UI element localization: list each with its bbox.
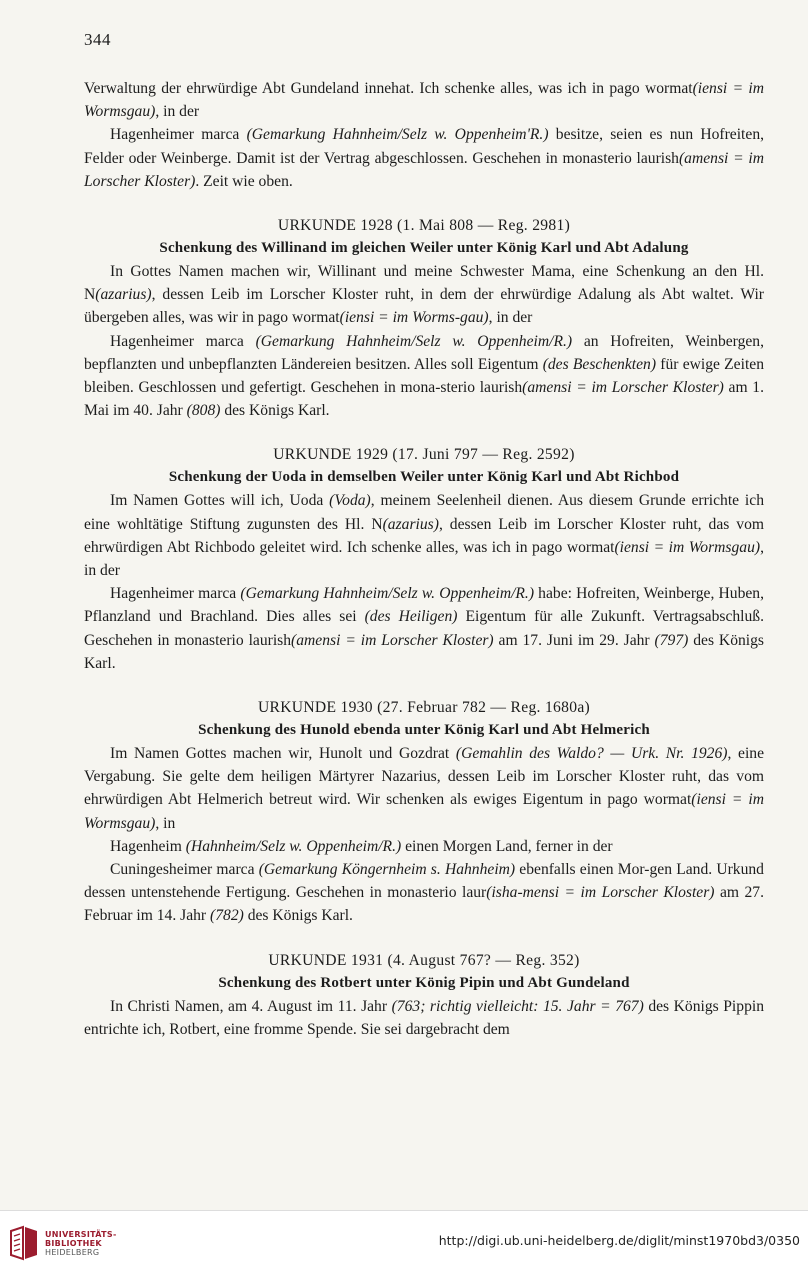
text-run: Hagenheimer marca (110, 585, 241, 603)
document-heading: URKUNDE 1930 (27. Februar 782 — Reg. 1680a) (257, 699, 591, 717)
text-run: Eigentum für alle Zukunft. Vertragsabschluß. Geschehen in monasterio laurish (84, 608, 764, 649)
document-body (84, 77, 764, 1041)
text-run: , in der (84, 538, 764, 580)
text-run: des Königs Karl. (243, 907, 353, 925)
text-run: einen Morgen Land, ferner in der (401, 837, 613, 855)
paragraph (84, 260, 764, 330)
text-run: Hagenheimer marca (110, 126, 247, 144)
text-run: Im Namen Gottes will ich, Uoda (110, 492, 330, 510)
paragraph (84, 858, 764, 928)
paragraph (84, 77, 764, 123)
text-run: des Königs Pippin entrichte ich, Rotbert, eine fromme Spende. Sie sei dargebracht dem (84, 997, 764, 1038)
document-subheading: Schenkung des Hunold ebenda unter König Karl und Abt Helmerich (198, 722, 650, 739)
italic-annotation: (Voda) (329, 492, 371, 510)
text-run: für ewige Zeiten bleiben. Geschlossen und gefertigt. Geschehen in mona-sterio laurish (84, 355, 764, 397)
text-run: ebenfalls einen Mor-gen Land. Urkund dessen untenstehende Fertigung. Geschehen in monasterio laur (84, 861, 764, 902)
italic-annotation: (808) (186, 402, 221, 420)
italic-annotation: (iensi = im Wormsgau) (84, 80, 764, 121)
text-run: des Königs Karl. (220, 402, 330, 420)
document-subheading: Schenkung der Uoda in demselben Weiler unter König Karl und Abt Richbod (168, 469, 680, 486)
text-run: am 1. Mai im 40. Jahr (84, 379, 764, 420)
italic-annotation: (des Beschenkten) (542, 355, 657, 373)
paragraph (84, 123, 764, 193)
library-logo[interactable] (9, 1225, 115, 1261)
text-run: am 17. Juni im 29. Jahr (493, 631, 655, 649)
logo-line-3: HEIDELBERG (45, 1248, 100, 1257)
paragraph (84, 489, 764, 582)
page-number: 344 (84, 30, 111, 49)
source-url-link[interactable]: http://digi.ub.uni-heidelberg.de/diglit/minst1970bd3/0350 (438, 1233, 800, 1248)
text-run: . Zeit wie oben. (195, 172, 293, 190)
italic-annotation: (iensi = im Wormsgau) (614, 538, 761, 556)
italic-annotation: (azarius) (382, 515, 439, 533)
library-logo-text (45, 1230, 117, 1257)
italic-annotation: (Gemarkung Köngernheim s. Hahnheim) (258, 861, 516, 879)
logo-line-2: BIBLIOTHEK (45, 1239, 102, 1248)
italic-annotation: (iensi = im Wormsgau) (84, 791, 765, 832)
italic-annotation: (Gemarkung Hahnheim/Selz w. Oppenheim/R.) (255, 332, 573, 350)
text-run: habe: Hofreiten, Weinberge, Huben, Pflanzland und Brachland. Dies alles sei (84, 585, 764, 626)
text-run: , meinem Seelenheil dienen. Aus diesem Grunde errichte ich eine wohltätige Stiftung zugunsten des Hl. N (84, 492, 764, 533)
text-run: am 27. Februar im 14. Jahr (84, 884, 765, 925)
paragraph (84, 330, 764, 423)
italic-annotation: (iensi = im Worms-gau) (339, 309, 489, 327)
italic-annotation: (797) (654, 631, 689, 649)
text-run: an Hofreiten, Weinbergen, bepflanzten und unbepflanzten Ländereien besitzen. Alles soll Eigentum (84, 332, 764, 373)
paragraph (84, 835, 764, 858)
italic-annotation: (782) (210, 907, 244, 925)
logo-line-1: UNIVERSITÄTS- (45, 1230, 117, 1239)
text-run: Cuningesheimer marca (110, 861, 259, 879)
text-run: In Gottes Namen machen wir, Willinant und meine Schwester Mama, eine Schenkung an den Hl. N (84, 263, 764, 304)
document-heading: URKUNDE 1929 (17. Juni 797 — Reg. 2592) (273, 446, 575, 464)
italic-annotation: (isha-mensi = im Lorscher Kloster) (486, 884, 715, 902)
text-run: , in der (155, 103, 200, 121)
text-run: Verwaltung der ehrwürdige Abt Gundeland innehat. Ich schenke alles, was ich in pago wormat (84, 80, 693, 97)
footer-bar (0, 1210, 808, 1273)
text-run: Hagenheim (110, 837, 186, 855)
italic-annotation: (Gemarkung Hahnheim/Selz w. Oppenheim/R.) (240, 585, 535, 603)
document-heading: URKUNDE 1931 (4. August 767? — Reg. 352) (268, 951, 580, 969)
italic-annotation: (763; richtig vielleicht: 15. Jahr = 767) (391, 997, 644, 1015)
text-run: , in der (488, 309, 533, 327)
italic-annotation: (Hahnheim/Selz w. Oppenheim/R.) (185, 837, 402, 855)
italic-annotation: (azarius) (95, 286, 152, 304)
document-subheading: Schenkung des Willinand im gleichen Weiler unter König Karl und Abt Adalung (159, 240, 689, 257)
text-run: Im Namen Gottes machen wir, Hunolt und Gozdrat (110, 745, 456, 763)
italic-annotation: (amensi = im Lorscher Kloster) (522, 379, 724, 397)
italic-annotation: (Gemarkung Hahnheim/Selz w. Oppenheim'R.) (246, 126, 549, 144)
text-run: des Königs Karl. (84, 631, 764, 672)
text-run: , in (155, 814, 176, 832)
paragraph (84, 742, 764, 835)
text-run: besitze, seien es nun Hofreiten, Felder oder Weinberge. Damit ist der Vertrag abgeschlossen. Geschehen in monasterio laurish (84, 126, 765, 167)
text-run: , dessen Leib im Lorscher Kloster ruht, das vom ehrwürdigen Abt Richbodo geleitet wird. Ich schenke alles, was ich in pago wormat (84, 515, 765, 556)
italic-annotation: (amensi = im Lorscher Kloster) (84, 149, 764, 190)
text-run: In Christi Namen, am 4. August im 11. Jahr (110, 997, 392, 1015)
library-logo-icon (9, 1225, 39, 1261)
document-subheading: Schenkung des Rotbert unter König Pipin und Abt Gundeland (218, 974, 630, 991)
text-run: Hagenheimer marca (110, 332, 256, 350)
paragraph (84, 995, 764, 1041)
italic-annotation: (Gemahlin des Waldo? — Urk. Nr. 1926) (455, 745, 728, 763)
italic-annotation: (des Heiligen) (364, 608, 458, 626)
text-run: , eine Vergabung. Sie gelte dem heiligen Märtyrer Nazarius, dessen Leib im Lorscher Kloster ruht, das vom ehrwürdigen Abt Helmerich betreut wird. Wir schenken als ewiges Eigentum in pago wormat (84, 745, 765, 809)
text-run: , dessen Leib im Lorscher Kloster ruht, in dem der ehrwürdige Adalung als Abt waltet. Wir übergeben alles, was wir in pago wormat (84, 286, 764, 327)
paragraph (84, 582, 764, 675)
italic-annotation: (amensi = im Lorscher Kloster) (291, 631, 494, 649)
document-heading: URKUNDE 1928 (1. Mai 808 — Reg. 2981) (277, 217, 571, 235)
